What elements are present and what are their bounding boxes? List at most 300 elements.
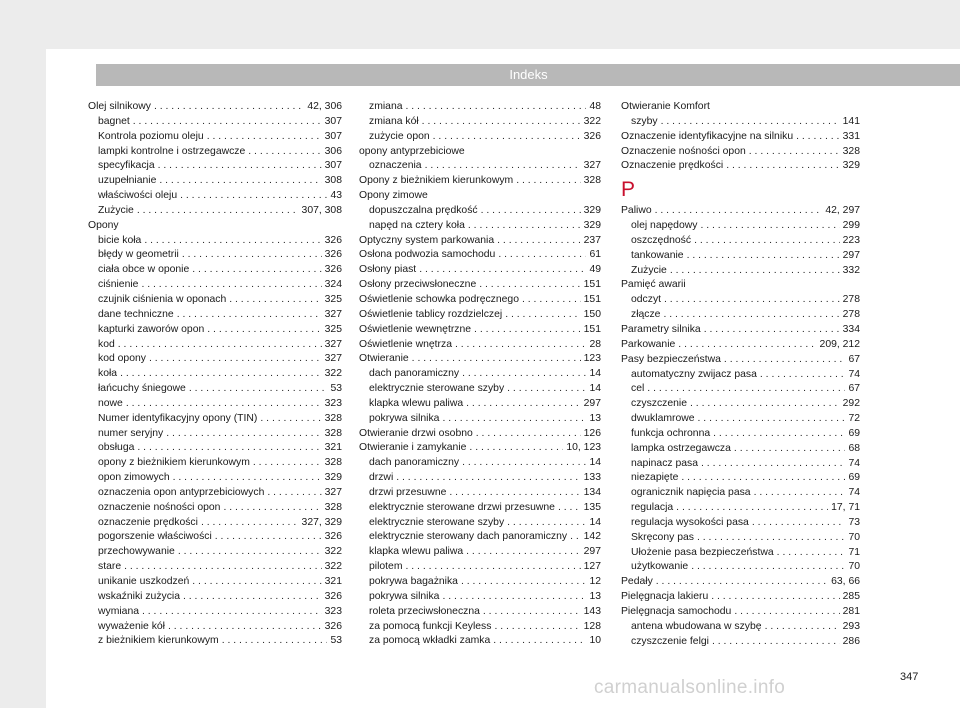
entry-term: Oświetlenie schowka podręcznego xyxy=(359,293,519,305)
entry-term: kapturki zaworów opon xyxy=(98,323,205,335)
entry-page-ref: 10 xyxy=(589,635,601,647)
index-subentry xyxy=(621,264,860,279)
entry-page-ref: 322 xyxy=(324,546,342,558)
entry-page-ref: 326 xyxy=(324,531,342,543)
leader-dots xyxy=(422,115,581,130)
entry-term: oszczędność xyxy=(631,234,692,246)
entry-term: zmiana kół xyxy=(369,115,419,127)
index-subentry xyxy=(88,575,342,590)
entry-term: Paliwo xyxy=(621,205,652,217)
entry-term: czyszczenie xyxy=(631,398,688,410)
entry-term: Oznaczenie nośności opon xyxy=(621,145,746,157)
leader-dots xyxy=(118,338,322,353)
entry-page-ref: 48 xyxy=(589,101,601,112)
entry-term: Parametry silnika xyxy=(621,323,701,335)
entry-term: Pielęgnacja samochodu xyxy=(621,606,732,617)
index-subentry xyxy=(621,412,860,427)
index-subentry xyxy=(88,412,342,427)
entry-term: Oświetlenie tablicy rozdzielczej xyxy=(359,308,503,320)
entry-term: Skręcony pas xyxy=(631,531,694,543)
section-letter: P xyxy=(621,178,636,202)
entry-term: Opony xyxy=(88,219,119,231)
leader-dots xyxy=(694,234,840,249)
entry-term: pilotem xyxy=(369,561,403,573)
leader-dots xyxy=(215,530,322,545)
entry-term: ciała obce w oponie xyxy=(98,264,190,276)
index-subentry xyxy=(359,605,601,620)
index-subentry xyxy=(359,456,601,471)
entry-term: elektrycznie sterowane drzwi przesuwne xyxy=(369,501,555,513)
entry-page-ref: 14 xyxy=(589,516,601,528)
entry-term: za pomocą funkcji Keyless xyxy=(369,620,492,632)
index-entry xyxy=(359,248,601,263)
entry-term: kod opony xyxy=(98,353,146,365)
entry-term: Osłony przeciwsłoneczne xyxy=(359,279,477,291)
entry-term: pokrywa silnika xyxy=(369,412,440,424)
index-subentry xyxy=(88,530,342,545)
entry-page-ref: 237 xyxy=(583,234,601,246)
entry-term: elektrycznie sterowane szyby xyxy=(369,516,505,528)
entry-page-ref: 61 xyxy=(589,249,601,261)
entry-page-ref: 326 xyxy=(583,130,601,142)
index-subentry xyxy=(621,457,860,472)
index-subentry xyxy=(88,278,342,293)
entry-page-ref: 308 xyxy=(324,175,342,187)
entry-term: uzupełnianie xyxy=(98,175,157,187)
index-entry xyxy=(359,278,601,293)
entry-term: oznaczenia opon antyprzebiciowych xyxy=(98,486,265,498)
index-subentry xyxy=(621,397,860,412)
leader-dots xyxy=(655,204,823,219)
entry-term: czyszczenie felgi xyxy=(631,635,709,647)
entry-page-ref: 328 xyxy=(324,457,342,469)
index-subentry xyxy=(88,323,342,338)
entry-page-ref: 43 xyxy=(330,190,342,202)
index-entry xyxy=(621,605,860,620)
entry-term: z bieżnikiem kierunkowym xyxy=(98,635,219,647)
entry-term: szyby xyxy=(631,115,658,127)
leader-dots xyxy=(449,486,580,501)
index-entry xyxy=(359,441,601,456)
index-subentry xyxy=(621,382,860,397)
leader-dots xyxy=(647,382,845,397)
entry-term: Parkowanie xyxy=(621,338,676,350)
entry-page-ref: 134 xyxy=(583,486,601,498)
entry-term: Osłona podwozia samochodu xyxy=(359,249,496,261)
entry-page-ref: 278 xyxy=(842,294,860,306)
entry-page-ref: 285 xyxy=(842,591,860,603)
entry-page-ref: 13 xyxy=(589,590,601,602)
entry-page-ref: 329 xyxy=(324,472,342,484)
entry-page-ref: 42, 297 xyxy=(825,205,860,217)
entry-page-ref: 327 xyxy=(324,308,342,320)
index-subentry xyxy=(88,516,342,531)
entry-page-ref: 329 xyxy=(583,204,601,216)
leader-dots xyxy=(260,412,321,427)
index-subentry xyxy=(359,115,601,130)
entry-page-ref: 307, 308 xyxy=(301,204,342,216)
index-entry xyxy=(359,174,601,189)
index-subentry xyxy=(88,308,342,323)
index-subentry xyxy=(359,501,601,516)
leader-dots xyxy=(182,248,322,263)
leader-dots xyxy=(713,427,845,442)
leader-dots xyxy=(796,130,840,145)
entry-page-ref: 141 xyxy=(842,115,860,127)
entry-term: regulacja xyxy=(631,502,674,514)
index-entry xyxy=(359,234,601,249)
index-subentry xyxy=(88,382,342,397)
index-entry xyxy=(621,130,860,145)
entry-page-ref: 70 xyxy=(848,531,860,543)
entry-term: elektrycznie sterowany dach panoramiczny xyxy=(369,531,568,543)
leader-dots xyxy=(433,130,581,145)
leader-dots xyxy=(142,605,322,620)
index-entry xyxy=(621,590,860,605)
entry-term: klapka wlewu paliwa xyxy=(369,397,464,409)
entry-term: Ułożenie pasa bezpieczeństwa xyxy=(631,546,774,558)
entry-term: pogorszenie właściwości xyxy=(98,531,212,543)
index-entry xyxy=(621,323,860,338)
leader-dots xyxy=(697,531,845,546)
index-subentry xyxy=(88,620,342,635)
entry-term: Olej silnikowy xyxy=(88,101,151,112)
entry-term: cel xyxy=(631,383,645,395)
entry-term: elektrycznie sterowane szyby xyxy=(369,383,505,395)
index-subentry xyxy=(359,545,601,560)
entry-term: koła xyxy=(98,368,118,380)
entry-term: dach panoramiczny xyxy=(369,368,460,380)
entry-term: numer seryjny xyxy=(98,427,164,439)
leader-dots xyxy=(192,263,321,278)
entry-term: Pedały xyxy=(621,576,653,588)
index-subentry xyxy=(88,367,342,382)
entry-page-ref: 151 xyxy=(583,279,601,291)
entry-term: oznaczenie nośności opon xyxy=(98,501,221,513)
entry-page-ref: 332 xyxy=(842,264,860,276)
index-subentry xyxy=(359,219,601,234)
leader-dots xyxy=(253,456,322,471)
leader-dots xyxy=(483,605,581,620)
entry-page-ref: 326 xyxy=(324,249,342,261)
index-subentry xyxy=(621,368,860,383)
entry-page-ref: 69 xyxy=(848,427,860,439)
leader-dots xyxy=(425,159,581,174)
leader-dots xyxy=(664,293,840,308)
entry-page-ref: 74 xyxy=(848,368,860,380)
index-subentry xyxy=(88,352,342,367)
entry-page-ref: 72 xyxy=(848,413,860,425)
leader-dots xyxy=(419,263,586,278)
index-entry xyxy=(359,338,601,353)
index-entry xyxy=(621,338,860,353)
leader-dots xyxy=(678,338,816,353)
leader-dots xyxy=(461,575,586,590)
entry-term: olej napędowy xyxy=(631,220,698,232)
index-subentry xyxy=(359,620,601,635)
index-subentry xyxy=(88,441,342,456)
entry-term: dopuszczalna prędkość xyxy=(369,204,478,216)
entry-term: funkcja ochronna xyxy=(631,427,711,439)
leader-dots xyxy=(183,590,322,605)
leader-dots xyxy=(570,530,581,545)
leader-dots xyxy=(505,308,580,323)
index-entry xyxy=(359,352,601,367)
index-subentry xyxy=(621,219,860,234)
entry-page-ref: 326 xyxy=(324,590,342,602)
index-subentry xyxy=(88,338,342,353)
index-entry xyxy=(621,278,860,293)
entry-page-ref: 68 xyxy=(848,442,860,454)
index-subentry xyxy=(621,516,860,531)
entry-term: opon zimowych xyxy=(98,472,170,484)
entry-term: specyfikacja xyxy=(98,160,155,172)
index-subentry xyxy=(88,560,342,575)
entry-term: antena wbudowana w szybę xyxy=(631,620,762,632)
entry-term: bicie koła xyxy=(98,234,142,246)
entry-page-ref: 326 xyxy=(324,264,342,276)
leader-dots xyxy=(149,352,322,367)
leader-dots xyxy=(396,471,580,486)
entry-page-ref: 326 xyxy=(324,234,342,246)
entry-term: Pamięć awarii xyxy=(621,279,686,291)
index-subentry xyxy=(621,501,860,516)
entry-term: Oświetlenie wnętrza xyxy=(359,338,452,350)
entry-term: oznaczenia xyxy=(369,160,422,172)
entry-page-ref: 334 xyxy=(842,323,860,335)
entry-page-ref: 151 xyxy=(583,323,601,335)
leader-dots xyxy=(442,412,586,427)
index-entry xyxy=(621,204,860,219)
index-subentry xyxy=(359,412,601,427)
entry-page-ref: 306 xyxy=(324,145,342,157)
index-subentry xyxy=(88,545,342,560)
entry-term: przechowywanie xyxy=(98,546,175,558)
entry-page-ref: 14 xyxy=(589,383,601,395)
entry-page-ref: 327, 329 xyxy=(301,516,342,528)
leader-dots xyxy=(173,471,322,486)
index-subentry xyxy=(359,575,601,590)
entry-page-ref: 69 xyxy=(848,472,860,484)
index-entry xyxy=(359,145,601,160)
entry-page-ref: 135 xyxy=(583,501,601,513)
index-subentry xyxy=(621,546,860,561)
entry-page-ref: 278 xyxy=(842,309,860,321)
index-entry xyxy=(88,100,342,115)
index-subentry xyxy=(359,530,601,545)
entry-page-ref: 71 xyxy=(848,546,860,558)
leader-dots xyxy=(493,634,586,649)
entry-term: błędy w geometrii xyxy=(98,249,179,261)
entry-page-ref: 297 xyxy=(583,546,601,558)
entry-page-ref: 17, 71 xyxy=(831,502,860,514)
entry-page-ref: 143 xyxy=(583,605,601,617)
entry-term: regulacja wysokości pasa xyxy=(631,516,749,528)
entry-term: opony antyprzebiciowe xyxy=(359,145,465,157)
leader-dots xyxy=(479,278,580,293)
leader-dots xyxy=(180,189,327,204)
index-subentry xyxy=(88,159,342,174)
leader-dots xyxy=(663,308,839,323)
leader-dots xyxy=(507,382,586,397)
entry-page-ref: 73 xyxy=(848,516,860,528)
entry-term: Otwieranie Komfort xyxy=(621,101,710,112)
entry-term: wyważenie kół xyxy=(98,620,165,632)
entry-page-ref: 10, 123 xyxy=(566,442,601,454)
leader-dots xyxy=(137,441,321,456)
index-subentry xyxy=(88,234,342,249)
leader-dots xyxy=(516,174,580,189)
leader-dots xyxy=(189,382,328,397)
entry-term: czujnik ciśnienia w oponach xyxy=(98,293,227,305)
leader-dots xyxy=(690,397,840,412)
entry-page-ref: 328 xyxy=(324,427,342,439)
entry-page-ref: 307 xyxy=(324,130,342,142)
leader-dots xyxy=(166,427,321,442)
leader-dots xyxy=(466,397,581,412)
index-subentry xyxy=(621,234,860,249)
leader-dots xyxy=(704,323,840,338)
index-subentry xyxy=(621,560,860,575)
entry-term: kod xyxy=(98,338,115,350)
index-entry xyxy=(88,219,342,234)
leader-dots xyxy=(481,204,581,219)
entry-page-ref: 299 xyxy=(842,220,860,232)
entry-page-ref: 321 xyxy=(324,442,342,454)
entry-term: niezapięte xyxy=(631,472,679,484)
entry-term: Oznaczenie identyfikacyjne na silniku xyxy=(621,130,794,142)
entry-term: Opony z bieżnikiem kierunkowym xyxy=(359,175,514,187)
entry-term: Otwieranie xyxy=(359,353,409,365)
entry-term: drzwi przesuwne xyxy=(369,486,447,498)
index-subentry xyxy=(621,115,860,130)
entry-page-ref: 70 xyxy=(848,561,860,573)
entry-page-ref: 14 xyxy=(589,457,601,469)
entry-page-ref: 127 xyxy=(583,561,601,573)
entry-page-ref: 326 xyxy=(324,620,342,632)
entry-page-ref: 329 xyxy=(583,219,601,231)
leader-dots xyxy=(749,145,840,160)
entry-term: Kontrola poziomu oleju xyxy=(98,130,204,142)
leader-dots xyxy=(223,501,321,516)
index-subentry xyxy=(359,204,601,219)
entry-term: Pasy bezpieczeństwa xyxy=(621,353,721,365)
entry-term: właściwości oleju xyxy=(98,190,178,202)
leader-dots xyxy=(192,575,321,590)
entry-page-ref: 292 xyxy=(842,398,860,410)
entry-page-ref: 28 xyxy=(589,338,601,350)
entry-page-ref: 49 xyxy=(589,264,601,276)
leader-dots xyxy=(681,471,845,486)
index-subentry xyxy=(88,174,342,189)
index-subentry xyxy=(88,204,342,219)
leader-dots xyxy=(687,249,840,264)
leader-dots xyxy=(248,145,321,160)
leader-dots xyxy=(754,486,846,501)
leader-dots xyxy=(406,560,581,575)
leader-dots xyxy=(126,397,322,412)
leader-dots xyxy=(412,352,581,367)
entry-page-ref: 307 xyxy=(324,115,342,127)
entry-page-ref: 331 xyxy=(842,130,860,142)
index-subentry xyxy=(621,293,860,308)
leader-dots xyxy=(462,367,586,382)
leader-dots xyxy=(159,174,321,189)
index-subentry xyxy=(88,486,342,501)
entry-page-ref: 63, 66 xyxy=(831,576,860,588)
index-subentry xyxy=(621,620,860,635)
entry-term: użytkowanie xyxy=(631,561,689,573)
entry-page-ref: 324 xyxy=(324,279,342,291)
leader-dots xyxy=(468,219,581,234)
leader-dots xyxy=(476,427,581,442)
leader-dots xyxy=(207,323,321,338)
entry-term: unikanie uszkodzeń xyxy=(98,576,190,587)
index-entry xyxy=(621,575,860,590)
entry-page-ref: 328 xyxy=(324,501,342,513)
entry-term: oznaczenie prędkości xyxy=(98,516,198,528)
entry-page-ref: 328 xyxy=(842,145,860,157)
page-title: Indeks xyxy=(509,67,548,82)
index-subentry xyxy=(621,635,860,650)
entry-page-ref: 286 xyxy=(842,635,860,647)
index-column-3 xyxy=(621,100,860,650)
index-entry xyxy=(359,308,601,323)
leader-dots xyxy=(222,634,328,649)
entry-term: opony z bieżnikiem kierunkowym xyxy=(98,457,250,469)
leader-dots xyxy=(462,456,586,471)
index-entry xyxy=(359,323,601,338)
entry-term: Oznaczenie prędkości xyxy=(621,160,724,172)
entry-term: Numer identyfikacyjny opony (TIN) xyxy=(98,412,258,424)
leader-dots xyxy=(494,620,580,635)
leader-dots xyxy=(177,308,322,323)
leader-dots xyxy=(168,620,322,635)
entry-page-ref: 142 xyxy=(583,531,601,543)
entry-page-ref: 297 xyxy=(583,397,601,409)
index-subentry xyxy=(359,471,601,486)
index-subentry xyxy=(88,263,342,278)
entry-term: napęd na cztery koła xyxy=(369,219,465,231)
index-subentry xyxy=(621,442,860,457)
entry-term: ciśnienie xyxy=(98,279,139,291)
index-subentry xyxy=(88,471,342,486)
entry-page-ref: 53 xyxy=(330,635,342,647)
entry-page-ref: 128 xyxy=(583,620,601,632)
entry-page-ref: 328 xyxy=(583,175,601,187)
entry-term: obsługa xyxy=(98,442,135,454)
leader-dots xyxy=(656,575,828,590)
index-subentry xyxy=(359,516,601,531)
leader-dots xyxy=(558,501,581,516)
leader-dots xyxy=(760,368,846,383)
entry-term: wskaźniki zużycia xyxy=(98,590,180,602)
entry-term: drzwi xyxy=(369,472,394,484)
entry-term: Pielęgnacja lakieru xyxy=(621,591,709,603)
leader-dots xyxy=(141,278,321,293)
leader-dots xyxy=(701,457,845,472)
entry-term: pokrywa silnika xyxy=(369,590,440,602)
index-subentry xyxy=(359,397,601,412)
entry-page-ref: 322 xyxy=(324,368,342,380)
index-subentry xyxy=(359,486,601,501)
entry-term: łańcuchy śniegowe xyxy=(98,383,186,395)
index-subentry xyxy=(359,382,601,397)
entry-page-ref: 327 xyxy=(324,353,342,365)
leader-dots xyxy=(158,159,322,174)
index-subentry xyxy=(359,367,601,382)
entry-page-ref: 293 xyxy=(842,620,860,632)
